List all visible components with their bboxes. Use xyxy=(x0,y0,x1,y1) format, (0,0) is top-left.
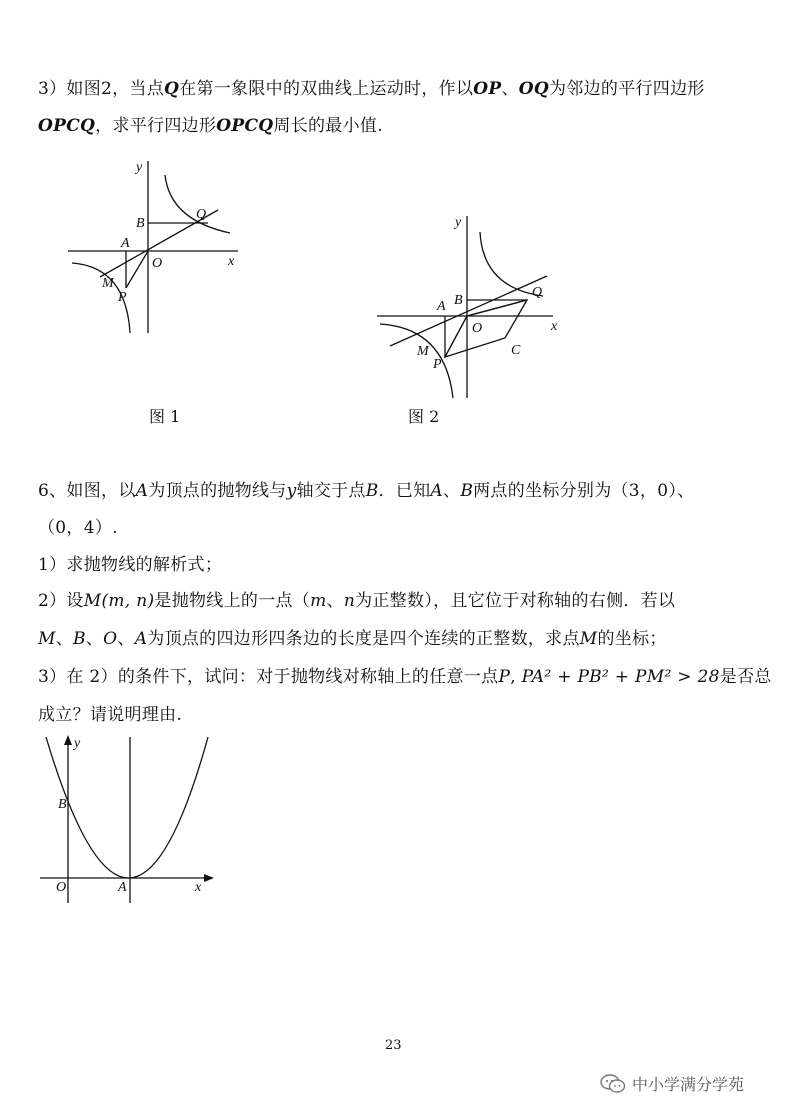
fig3-label-O: O xyxy=(56,880,67,895)
fig3-label-x: x xyxy=(195,880,202,895)
fig2-line-AQ xyxy=(390,276,547,346)
fig1-label-P: P xyxy=(118,290,127,305)
q6-line2: （0，4）. xyxy=(38,518,118,538)
figure-2 xyxy=(375,210,570,402)
q6-part1: 1）求抛物线的解析式； xyxy=(38,555,223,575)
fig3-label-B: B xyxy=(58,797,67,812)
fig3-label-y: y xyxy=(74,736,81,751)
fig1-label-A: A xyxy=(121,236,130,251)
fig1-label-y: y xyxy=(136,160,143,175)
figure-1-caption: 图 1 xyxy=(149,407,181,426)
q6-part3-line1: 3）在 2）的条件下，试问：对于抛物线对称轴上的任意一点P, PA² + PB² + PM² > 28是否总 xyxy=(38,667,772,687)
fig2-label-A: A xyxy=(437,299,446,314)
fig2-label-Q: Q xyxy=(532,285,543,300)
fig2-label-P: P xyxy=(433,357,442,372)
fig2-label-O: O xyxy=(472,321,483,336)
fig2-label-M: M xyxy=(417,344,429,359)
fig1-label-x: x xyxy=(228,254,235,269)
q6-part3-line2: 成立？请说明理由. xyxy=(38,705,183,725)
watermark xyxy=(600,1072,744,1095)
fig3-parabola xyxy=(46,737,208,878)
fig3-label-A: A xyxy=(118,880,127,895)
fig1-hyperbola-q1 xyxy=(165,175,230,233)
q6-part2-line2: M、B、O、A为顶点的四边形四条边的长度是四个连续的正整数，求点M的坐标； xyxy=(38,629,667,649)
page-number: 23 xyxy=(385,1038,402,1053)
fig2-label-y: y xyxy=(455,215,462,230)
figure-1 xyxy=(60,155,250,340)
fig1-label-Q: Q xyxy=(196,207,207,222)
figure-2-caption: 图 2 xyxy=(408,407,440,426)
fig1-label-O: O xyxy=(152,256,163,271)
fig2-label-C: C xyxy=(511,343,521,358)
fig2-label-x: x xyxy=(551,319,558,334)
q5-part3-line2: OPCQ，求平行四边形OPCQ周长的最小值. xyxy=(38,116,383,136)
figure-3-parabola xyxy=(38,733,218,905)
q5-part3-line1: 3）如图2，当点Q在第一象限中的双曲线上运动时，作以OP、OQ为邻边的平行四边形 xyxy=(38,79,705,99)
watermark-text: 中小学满分学苑 xyxy=(632,1075,745,1094)
fig1-label-M: M xyxy=(102,276,114,291)
wechat-icon xyxy=(600,1074,626,1094)
fig1-label-B: B xyxy=(136,216,145,231)
q6-line1: 6、如图，以A为顶点的抛物线与y轴交于点B．已知A、B两点的坐标分别为（3，0）、 xyxy=(38,481,695,501)
fig3-x-arrow xyxy=(204,874,214,882)
q6-part2-line1: 2）设M(m, n)是抛物线上的一点（m、n为正整数），且它位于对称轴的右侧．若以 xyxy=(38,591,676,611)
fig2-hyperbola-q3 xyxy=(380,324,453,398)
fig2-label-B: B xyxy=(454,293,463,308)
fig3-y-arrow xyxy=(64,735,72,745)
